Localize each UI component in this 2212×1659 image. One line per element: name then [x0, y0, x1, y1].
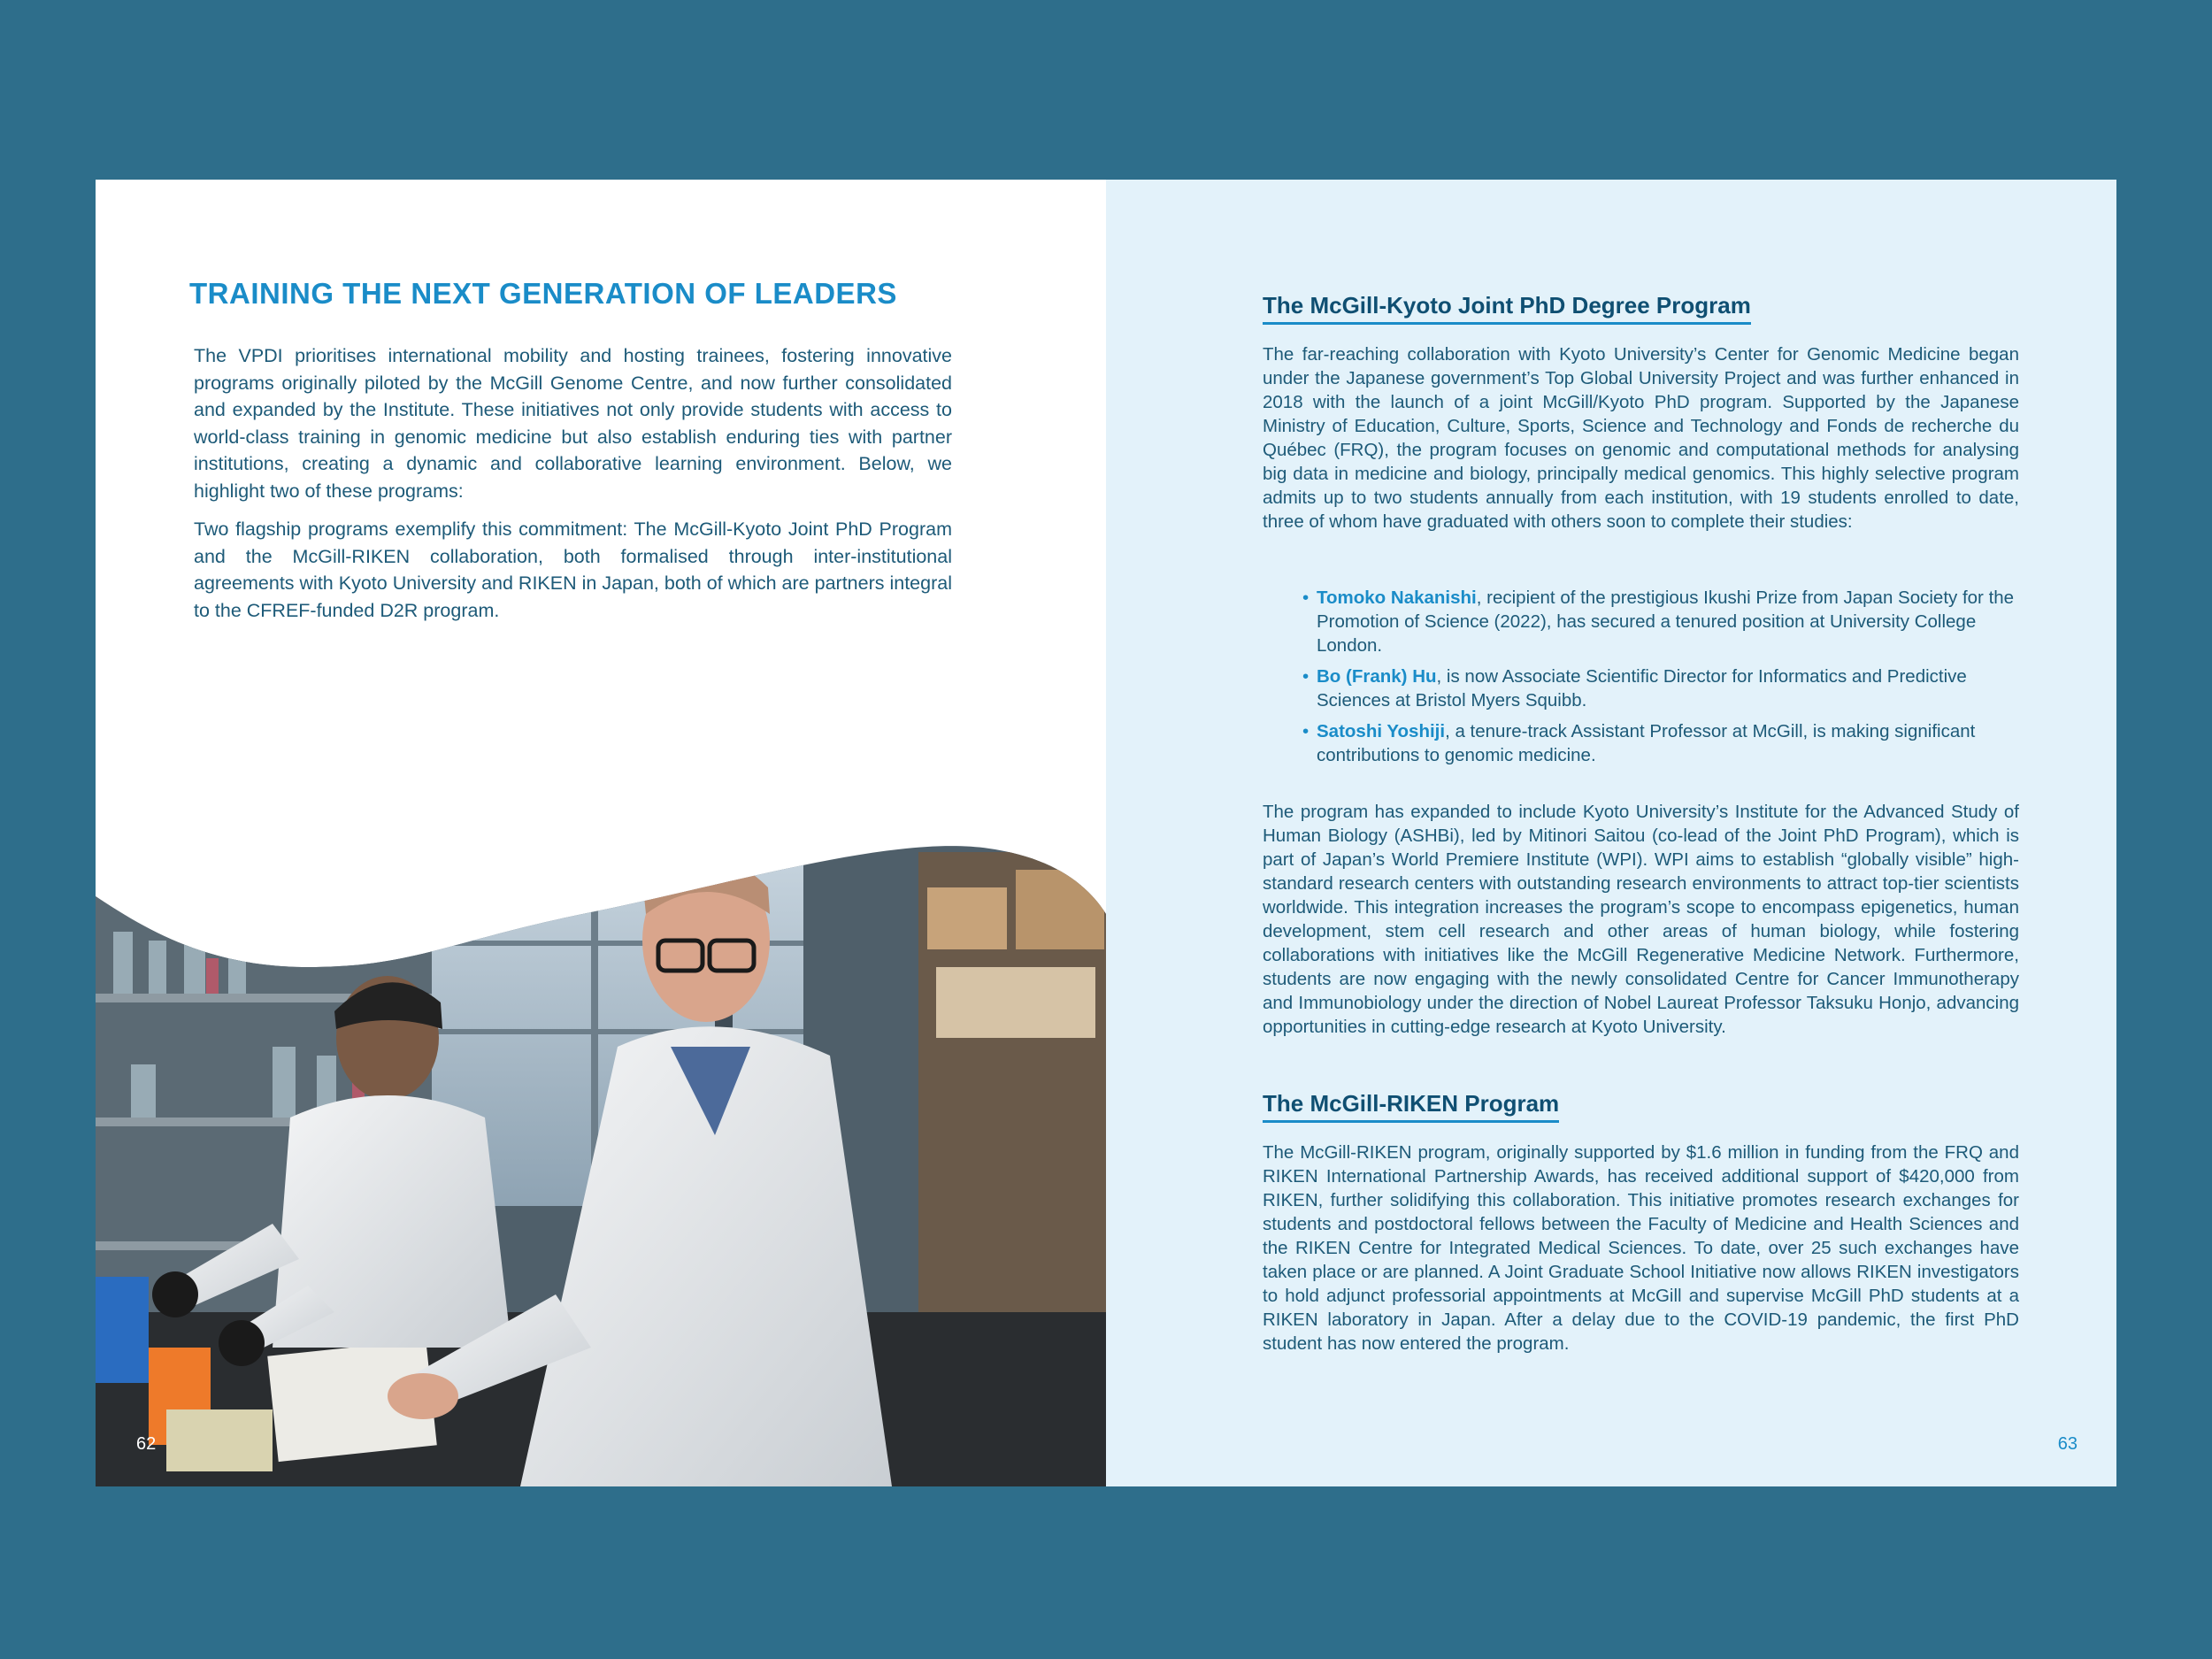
- kyoto-intro: [1263, 342, 2019, 534]
- riken-section: [1263, 1090, 2019, 1123]
- left-page: [96, 180, 1106, 1486]
- lab-photo: [96, 675, 1106, 1486]
- graduates-list: [1302, 586, 2019, 774]
- list-item: • Bo (Frank) Hu, is now Associate Scientific Director for Informatics and Predictive Sciences at Bristol Myers Squibb.: [1302, 664, 2019, 712]
- intro-paragraph: Two flagship programs exemplify this commitment: The McGill-Kyoto Joint PhD Program and the McGill-RIKEN collaboration, both formalised through inter-institutional agreements with Kyoto University and RIKEN in Japan, both of which are partners integral to the CFREF-funded D2R program.: [194, 518, 952, 621]
- kyoto-section: [1263, 292, 2019, 325]
- list-item: • Satoshi Yoshiji, a tenure-track Assistant Professor at McGill, is making significant contributions to genomic medicine.: [1302, 719, 2019, 767]
- kyoto-expansion: [1263, 800, 2019, 1039]
- kyoto-intro-paragraph: The far-reaching collaboration with Kyoto University’s Center for Genomic Medicine began under the Japanese government’s Top Global University Project and was further enhanced in 2018 with the launch of a joint McGill/Kyoto PhD program. Supported by the Japanese Ministry of Education, Culture, Sports, Science and Technology and Fonds de recherche du Québec (FRQ), the program focuses on genomic and computational methods for analysing big data in medicine and biology, principally medical genomics. This highly selective program admits up to two students annually from each institution, with 19 students enrolled to date, three of whom have graduated with others soon to complete their studies:: [1263, 344, 2019, 532]
- page-number: 62: [136, 1434, 157, 1454]
- list-item: • Tomoko Nakanishi, recipient of the prestigious Ikushi Prize from Japan Society for the Promotion of Science (2022), has secured a tenured position at University College London.: [1302, 586, 2019, 657]
- riken-paragraph: The McGill-RIKEN program, originally supported by $1.6 million in funding from the FRQ and RIKEN International Partnership Awards, has received additional support of $420,000 from RIKEN, further solidifying this collaboration. This initiative promotes research exchanges for students and postdoctoral fellows between the Faculty of Medicine and Health Sciences and the RIKEN Centre for Integrated Medical Sciences. To date, over 25 such exchanges have taken place or are planned. A Joint Graduate School Initiative now allows RIKEN investigators to hold adjunct professorial appointments at McGill and supervise McGill PhD students at a RIKEN laboratory in Japan. After a delay due to the COVID-19 pandemic, the first PhD student has now entered the program.: [1263, 1142, 2019, 1354]
- page-title: TRAINING THE NEXT GENERATION OF LEADERS: [189, 277, 897, 310]
- riken-body: [1263, 1141, 2019, 1356]
- kyoto-heading: The McGill-Kyoto Joint PhD Degree Program: [1263, 292, 1751, 325]
- riken-heading: The McGill-RIKEN Program: [1263, 1090, 1559, 1123]
- kyoto-expansion-paragraph: The program has expanded to include Kyoto University’s Institute for the Advanced Study of Human Biology (ASHBi), led by Mitinori Saitou (co-lead of the Joint PhD Program), which is part of Japan’s World Premiere Institute (WPI). WPI aims to establish “globally visible” high-standard research centers with outstanding research environments to attract top-tier scientists worldwide. This integration increases the program’s scope to encompass epigenetics, human development, stem cell research and other areas of human biology, while fostering collaborations with initiatives like the McGill Regenerative Medicine Network. Furthermore, students are now engaging with the newly consolidated Centre for Cancer Immunotherapy and Immunobiology under the direction of Nobel Laureat Professor Taksuku Honjo, advancing opportunities in cutting-edge research at Kyoto University.: [1263, 802, 2019, 1037]
- intro-text: [194, 342, 952, 635]
- page-number: 63: [2057, 1434, 2078, 1454]
- intro-paragraph: The VPDI prioritises international mobility and hosting trainees, fostering innovative programs originally piloted by the McGill Genome Centre, and now further consolidated and expanded by the Institute. These initiatives not only provide students with access to world-class training in genomic medicine but also establish enduring ties with partner institutions, creating a dynamic and collaborative learning environment. Below, we highlight two of these programs:: [194, 345, 952, 502]
